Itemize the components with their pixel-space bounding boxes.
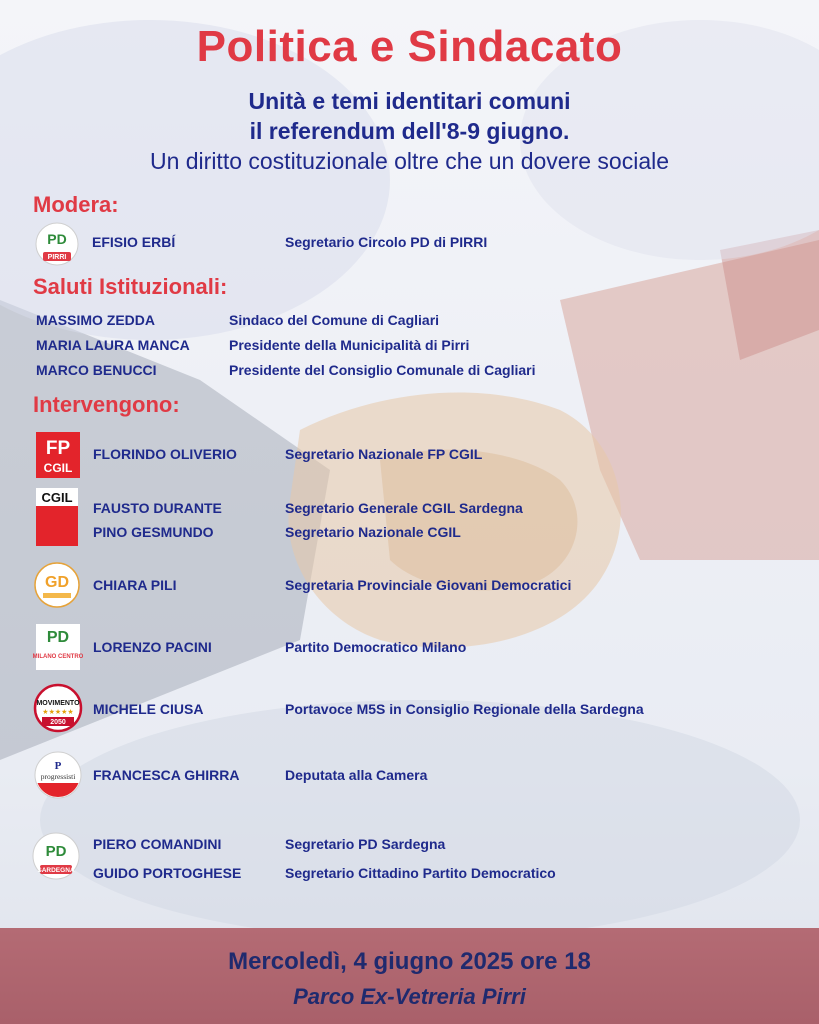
speaker-name: FAUSTO DURANTE xyxy=(93,500,222,516)
speaker-role: Deputata alla Camera xyxy=(285,767,428,783)
gd-logo-icon xyxy=(34,562,80,608)
event-place: Parco Ex-Vetreria Pirri xyxy=(293,984,526,1009)
svg-text:progressisti: progressisti xyxy=(40,772,76,781)
fp-cgil-logo-icon xyxy=(36,432,80,478)
speaker-name: FLORINDO OLIVERIO xyxy=(93,446,237,462)
speaker-role: Segretario Generale CGIL Sardegna xyxy=(285,500,523,516)
speaker-role: Segretario Nazionale FP CGIL xyxy=(285,446,483,462)
svg-text:PD: PD xyxy=(47,231,67,247)
saluti-name: MARCO BENUCCI xyxy=(36,362,157,378)
pd-milano-logo-icon xyxy=(32,624,84,670)
speaker-name: MICHELE CIUSA xyxy=(93,701,204,717)
section-modera: Modera: xyxy=(33,192,119,217)
saluti-name: MARIA LAURA MANCA xyxy=(36,337,190,353)
speaker-name: CHIARA PILI xyxy=(93,577,177,593)
speaker-name: PINO GESMUNDO xyxy=(93,524,214,540)
speaker-role: Partito Democratico Milano xyxy=(285,639,467,655)
svg-text:CGIL: CGIL xyxy=(43,461,73,475)
svg-text:CGIL: CGIL xyxy=(41,490,73,505)
saluti-role: Presidente della Municipalità di Pirri xyxy=(229,337,470,353)
speaker-role: Segretario Nazionale CGIL xyxy=(285,524,461,540)
saluti-role: Sindaco del Comune di Cagliari xyxy=(229,312,440,328)
event-date: Mercoledì, 4 giugno 2025 ore 18 xyxy=(228,948,591,975)
section-intervengono: Intervengono: xyxy=(33,392,180,417)
speaker-role: Segretario Cittadino Partito Democratico xyxy=(285,865,556,881)
svg-text:PD: PD xyxy=(45,843,67,860)
svg-text:PIRRI: PIRRI xyxy=(47,254,67,261)
section-saluti: Saluti Istituzionali: xyxy=(33,274,228,299)
moderator-role: Segretario Circolo PD di PIRRI xyxy=(285,234,488,250)
speaker-name: LORENZO PACINI xyxy=(93,639,212,655)
cgil-logo-icon xyxy=(36,488,78,546)
speaker-name: FRANCESCA GHIRRA xyxy=(93,767,240,783)
page-title: Politica e Sindacato xyxy=(196,22,623,71)
m5s-logo-icon xyxy=(34,684,82,732)
saluti-name: MASSIMO ZEDDA xyxy=(36,312,155,328)
svg-text:FP: FP xyxy=(45,438,71,459)
progressisti-logo-icon xyxy=(34,751,82,799)
pd-pirri-logo-icon xyxy=(35,222,79,266)
pd-sardegna-logo-icon xyxy=(32,832,80,880)
svg-text:MILANO CENTRO: MILANO CENTRO xyxy=(32,654,84,660)
speaker-role: Segretario PD Sardegna xyxy=(285,836,446,852)
speaker-role: Portavoce M5S in Consiglio Regionale della Sardegna xyxy=(285,701,644,717)
svg-text:2050: 2050 xyxy=(50,719,66,726)
svg-text:PD: PD xyxy=(46,629,70,646)
subtitle-line-2: il referendum dell'8-9 giugno. xyxy=(249,118,570,144)
subtitle-line-1: Unità e temi identitari comuni xyxy=(248,88,571,114)
speaker-name: GUIDO PORTOGHESE xyxy=(93,865,242,881)
svg-text:GD: GD xyxy=(45,574,69,591)
subtitle-line-3: Un diritto costituzionale oltre che un dovere sociale xyxy=(149,148,670,174)
speaker-name: PIERO COMANDINI xyxy=(93,836,222,852)
svg-text:SARDEGNA: SARDEGNA xyxy=(37,867,75,874)
moderator-name: EFISIO ERBÍ xyxy=(92,234,176,250)
svg-text:★★★★★: ★★★★★ xyxy=(42,708,74,716)
svg-text:P: P xyxy=(54,760,62,772)
svg-text:MOVIMENTO: MOVIMENTO xyxy=(36,700,80,707)
speaker-role: Segretaria Provinciale Giovani Democratici xyxy=(285,577,572,593)
saluti-role: Presidente del Consiglio Comunale di Cagliari xyxy=(229,362,536,378)
